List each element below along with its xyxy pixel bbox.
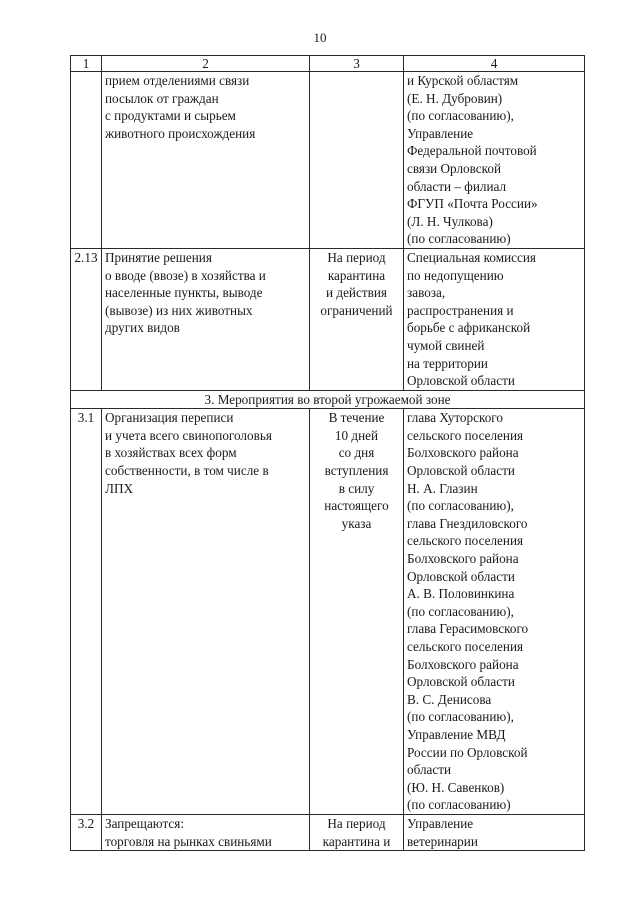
deadline-cell <box>310 814 404 850</box>
responsible-line: (Е. Н. Дубровин) <box>407 90 503 106</box>
deadline-line: в силу <box>338 480 375 496</box>
deadline-cell <box>310 248 404 390</box>
deadline-cell <box>310 409 404 815</box>
responsible-line: В. С. Денисова <box>407 691 492 707</box>
responsible-line: борьбе с африканской <box>407 320 531 336</box>
responsible-line: сельского поселения <box>407 427 524 443</box>
deadline-line: вступления <box>324 463 389 479</box>
responsible-line: Федеральной почтовой <box>407 143 537 159</box>
responsible-line: (по согласованию), <box>407 498 514 514</box>
action-line: Запрещаются: <box>105 815 184 831</box>
responsible-cell <box>404 72 585 249</box>
responsible-line: по недопущению <box>407 267 504 283</box>
responsible-line: (по согласованию) <box>407 231 511 247</box>
responsible-line: Управление МВД <box>407 726 506 742</box>
responsible-line: (по согласованию), <box>407 603 514 619</box>
deadline-line: со дня <box>338 445 375 461</box>
responsible-line: связи Орловской <box>407 160 502 176</box>
header-cell-3: 3 <box>310 56 404 72</box>
responsible-cell <box>404 814 585 850</box>
header-cell-1: 1 <box>71 56 102 72</box>
responsible-line: Орловской области <box>407 463 515 479</box>
table-header-row <box>71 56 585 72</box>
item-number: 3.2 <box>71 814 102 850</box>
table-row <box>71 409 585 815</box>
table-row <box>71 72 585 249</box>
section-title: 3. Мероприятия во второй угрожаемой зоне <box>71 390 585 409</box>
responsible-line: А. В. Половинкина <box>407 586 515 602</box>
header-cell-2: 2 <box>102 56 310 72</box>
responsible-line: России по Орловской <box>407 744 528 760</box>
deadline-line: В течение <box>328 410 385 426</box>
action-line: населенные пункты, выводе <box>105 285 263 301</box>
action-line: ЛПХ <box>105 480 133 496</box>
deadline-line: На период <box>327 249 386 265</box>
measures-table <box>70 55 585 851</box>
deadline-line: и действия <box>326 285 387 301</box>
responsible-line: Болховского района <box>407 551 519 567</box>
deadline-line: карантина <box>327 267 386 283</box>
responsible-line: Н. А. Глазин <box>407 480 478 496</box>
section-row <box>71 390 585 409</box>
responsible-line: ветеринарии <box>407 833 478 849</box>
responsible-line: глава Хуторского <box>407 410 503 426</box>
responsible-line: Болховского района <box>407 656 519 672</box>
responsible-line: глава Герасимовского <box>407 621 529 637</box>
deadline-line: ограничений <box>320 302 393 318</box>
action-line: о вводе (ввозе) в хозяйства и <box>105 267 266 283</box>
item-number: 2.13 <box>71 248 102 390</box>
action-line: в хозяйствах всех форм <box>105 445 237 461</box>
responsible-line: глава Гнездиловского <box>407 515 528 531</box>
action-line: посылок от граждан <box>105 90 219 106</box>
deadline-line: На период <box>327 815 386 831</box>
action-cell <box>102 248 310 390</box>
action-line: и учета всего свинопоголовья <box>105 427 272 443</box>
responsible-cell <box>404 248 585 390</box>
responsible-line: Болховского района <box>407 445 519 461</box>
action-line: Принятие решения <box>105 249 212 265</box>
responsible-line: завоза, <box>407 285 446 301</box>
action-line: других видов <box>105 320 180 336</box>
responsible-line: Орловской области <box>407 373 515 389</box>
responsible-line: и Курской областям <box>407 73 519 88</box>
responsible-line: (Ю. Н. Савенков) <box>407 779 505 795</box>
responsible-line: распространения и <box>407 302 514 318</box>
responsible-line: (по согласованию), <box>407 709 514 725</box>
action-line: животного происхождения <box>105 125 256 141</box>
table-row <box>71 248 585 390</box>
action-line: торговля на рынках свиньями <box>105 833 272 849</box>
deadline-line: настоящего <box>324 498 389 514</box>
responsible-line: Орловской области <box>407 568 515 584</box>
header-cell-4: 4 <box>404 56 585 72</box>
deadline-line: карантина и <box>322 833 391 849</box>
responsible-line: (по согласованию) <box>407 797 511 813</box>
action-cell <box>102 814 310 850</box>
deadline-cell <box>310 72 404 249</box>
responsible-line: области – филиал <box>407 178 507 194</box>
page-number: 10 <box>313 30 327 45</box>
item-number: 3.1 <box>71 409 102 815</box>
action-line: с продуктами и сырьем <box>105 108 236 124</box>
action-cell <box>102 409 310 815</box>
action-line: собственности, в том числе в <box>105 463 269 479</box>
item-number <box>71 72 102 249</box>
responsible-line: Орловской области <box>407 674 515 690</box>
responsible-line: сельского поселения <box>407 533 524 549</box>
table-row <box>71 814 585 850</box>
responsible-cell <box>404 409 585 815</box>
deadline-line: 10 дней <box>334 427 379 443</box>
responsible-line: ФГУП «Почта России» <box>407 196 538 212</box>
responsible-line: Управление <box>407 125 474 141</box>
deadline-line: указа <box>341 515 372 531</box>
responsible-line: на территории <box>407 355 488 371</box>
responsible-line: (Л. Н. Чулкова) <box>407 213 493 229</box>
action-line: прием отделениями связи <box>105 73 250 88</box>
responsible-line: чумой свиней <box>407 337 485 353</box>
responsible-line: области <box>407 762 452 778</box>
action-cell <box>102 72 310 249</box>
responsible-line: Специальная комиссия <box>407 249 536 265</box>
responsible-line: (по согласованию), <box>407 108 514 124</box>
responsible-line: сельского поселения <box>407 639 524 654</box>
action-line: Организация переписи <box>105 410 234 426</box>
action-line: (вывозе) из них животных <box>105 302 253 318</box>
responsible-line: Управление <box>407 815 474 831</box>
